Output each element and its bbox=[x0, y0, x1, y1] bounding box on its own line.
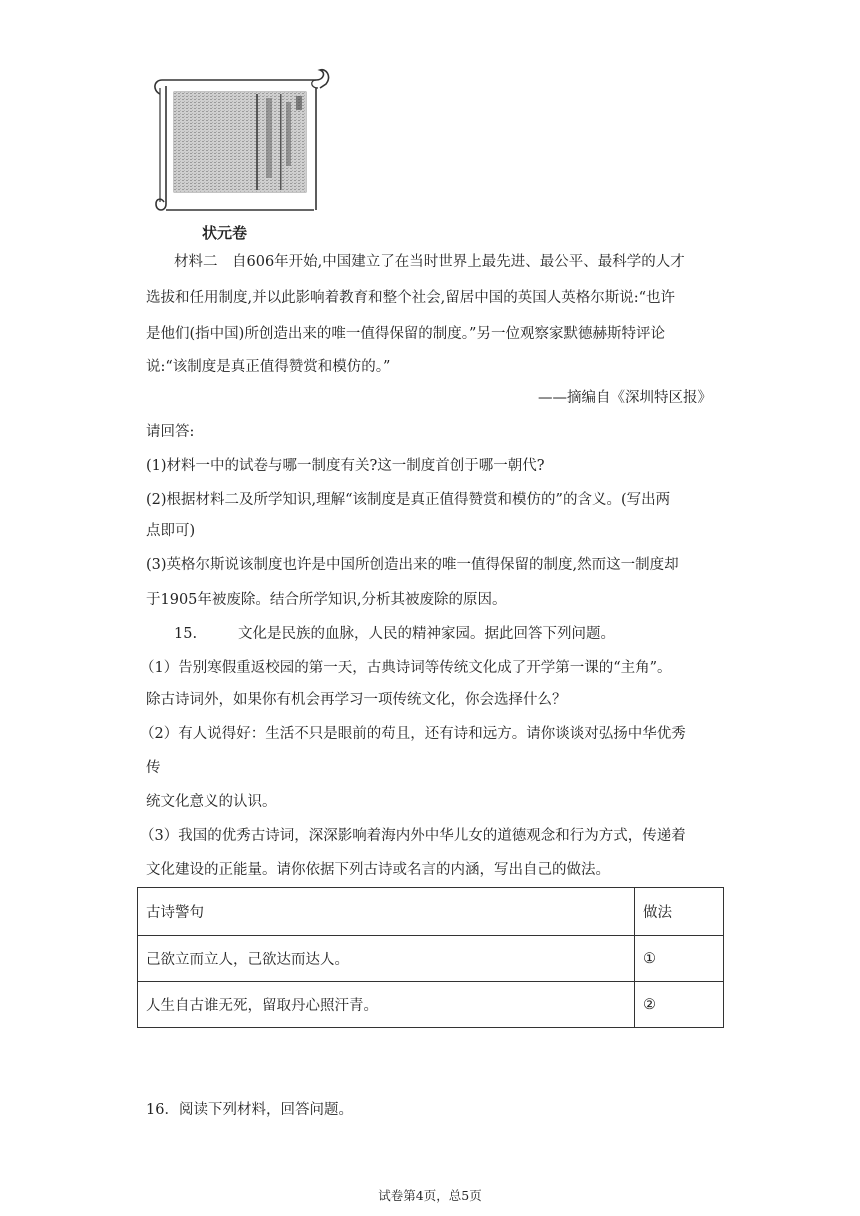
exam-scroll-figure bbox=[150, 66, 330, 214]
page-footer: 试卷第4页，总5页 bbox=[378, 1188, 482, 1203]
q15-part3-line-1: （3）我国的优秀古诗词，深深影响着海内外中华儿女的道德观念和行为方式，传递着 bbox=[140, 828, 686, 844]
q15-part2-line-1: （2）有人说得好：生活不只是眼前的苟且，还有诗和远方。请你谈谈对弘扬中华优秀 bbox=[140, 726, 686, 742]
q14-subquestion-3-line-1: (3)英格尔斯说该制度也许是中国所创造出来的唯一值得保留的制度,然而这一制度却 bbox=[146, 557, 679, 573]
scroll-illustration bbox=[150, 66, 330, 214]
q16-text: 16．阅读下列材料，回答问题。 bbox=[146, 1102, 353, 1118]
q15-part2-line-3: 统文化意义的认识。 bbox=[146, 794, 277, 810]
table-row bbox=[138, 936, 724, 982]
table-header-row bbox=[138, 888, 724, 936]
q15-part1-line-1: （1）告别寒假重返校园的第一天，古典诗词等传统文化成了开学第一课的“主角”。 bbox=[140, 660, 672, 676]
q14-subquestion-2-line-1: (2)根据材料二及所学知识,理解“该制度是真正值得赞赏和模仿的”的含义。(写出两 bbox=[146, 492, 671, 508]
table-header-cell: 做法 bbox=[635, 888, 724, 936]
material2-line-3: 是他们(指中国)所创造出来的唯一值得保留的制度。”另一位观察家默德赫斯特评论 bbox=[146, 326, 665, 342]
q14-subquestion-3-line-2: 于1905年被废除。结合所学知识,分析其被废除的原因。 bbox=[146, 592, 507, 608]
material2-line-1: 材料二 自606年开始,中国建立了在当时世界上最先进、最公平、最科学的人才 bbox=[174, 254, 685, 270]
q15-part1-line-2: 除古诗词外，如果你有机会再学习一项传统文化，你会选择什么？ bbox=[146, 692, 567, 708]
q14-subquestion-2-line-2: 点即可) bbox=[146, 523, 196, 539]
table-cell-answer: ② bbox=[635, 982, 724, 1028]
table-header-cell: 古诗警句 bbox=[138, 888, 635, 936]
table-cell-answer: ① bbox=[635, 936, 724, 982]
poem-practice-table bbox=[137, 887, 724, 1028]
q15-part2-line-2: 传 bbox=[146, 760, 161, 776]
q15-number: 15. bbox=[174, 626, 198, 642]
table-cell-quote: 己欲立而立人，己欲达而达人。 bbox=[138, 936, 635, 982]
figure-caption: 状元卷 bbox=[202, 224, 248, 242]
q15-stem: 文化是民族的血脉，人民的精神家园。据此回答下列问题。 bbox=[238, 626, 615, 642]
table-cell-quote: 人生自古谁无死，留取丹心照汗青。 bbox=[138, 982, 635, 1028]
q14-subquestion-1: (1)材料一中的试卷与哪一制度有关?这一制度首创于哪一朝代? bbox=[146, 458, 545, 474]
material2-line-2: 选拔和任用制度,并以此影响着教育和整个社会,留居中国的英国人英格尔斯说:“也许 bbox=[146, 290, 676, 306]
material2-source: ——摘编自《深圳特区报》 bbox=[538, 390, 712, 406]
material2-line-4: 说:“该制度是真正值得赞赏和模仿的。” bbox=[146, 359, 391, 375]
q14-prompt: 请回答: bbox=[146, 424, 195, 440]
q15-part3-line-2: 文化建设的正能量。请你依据下列古诗或名言的内涵，写出自己的做法。 bbox=[146, 862, 610, 878]
table-row bbox=[138, 982, 724, 1028]
